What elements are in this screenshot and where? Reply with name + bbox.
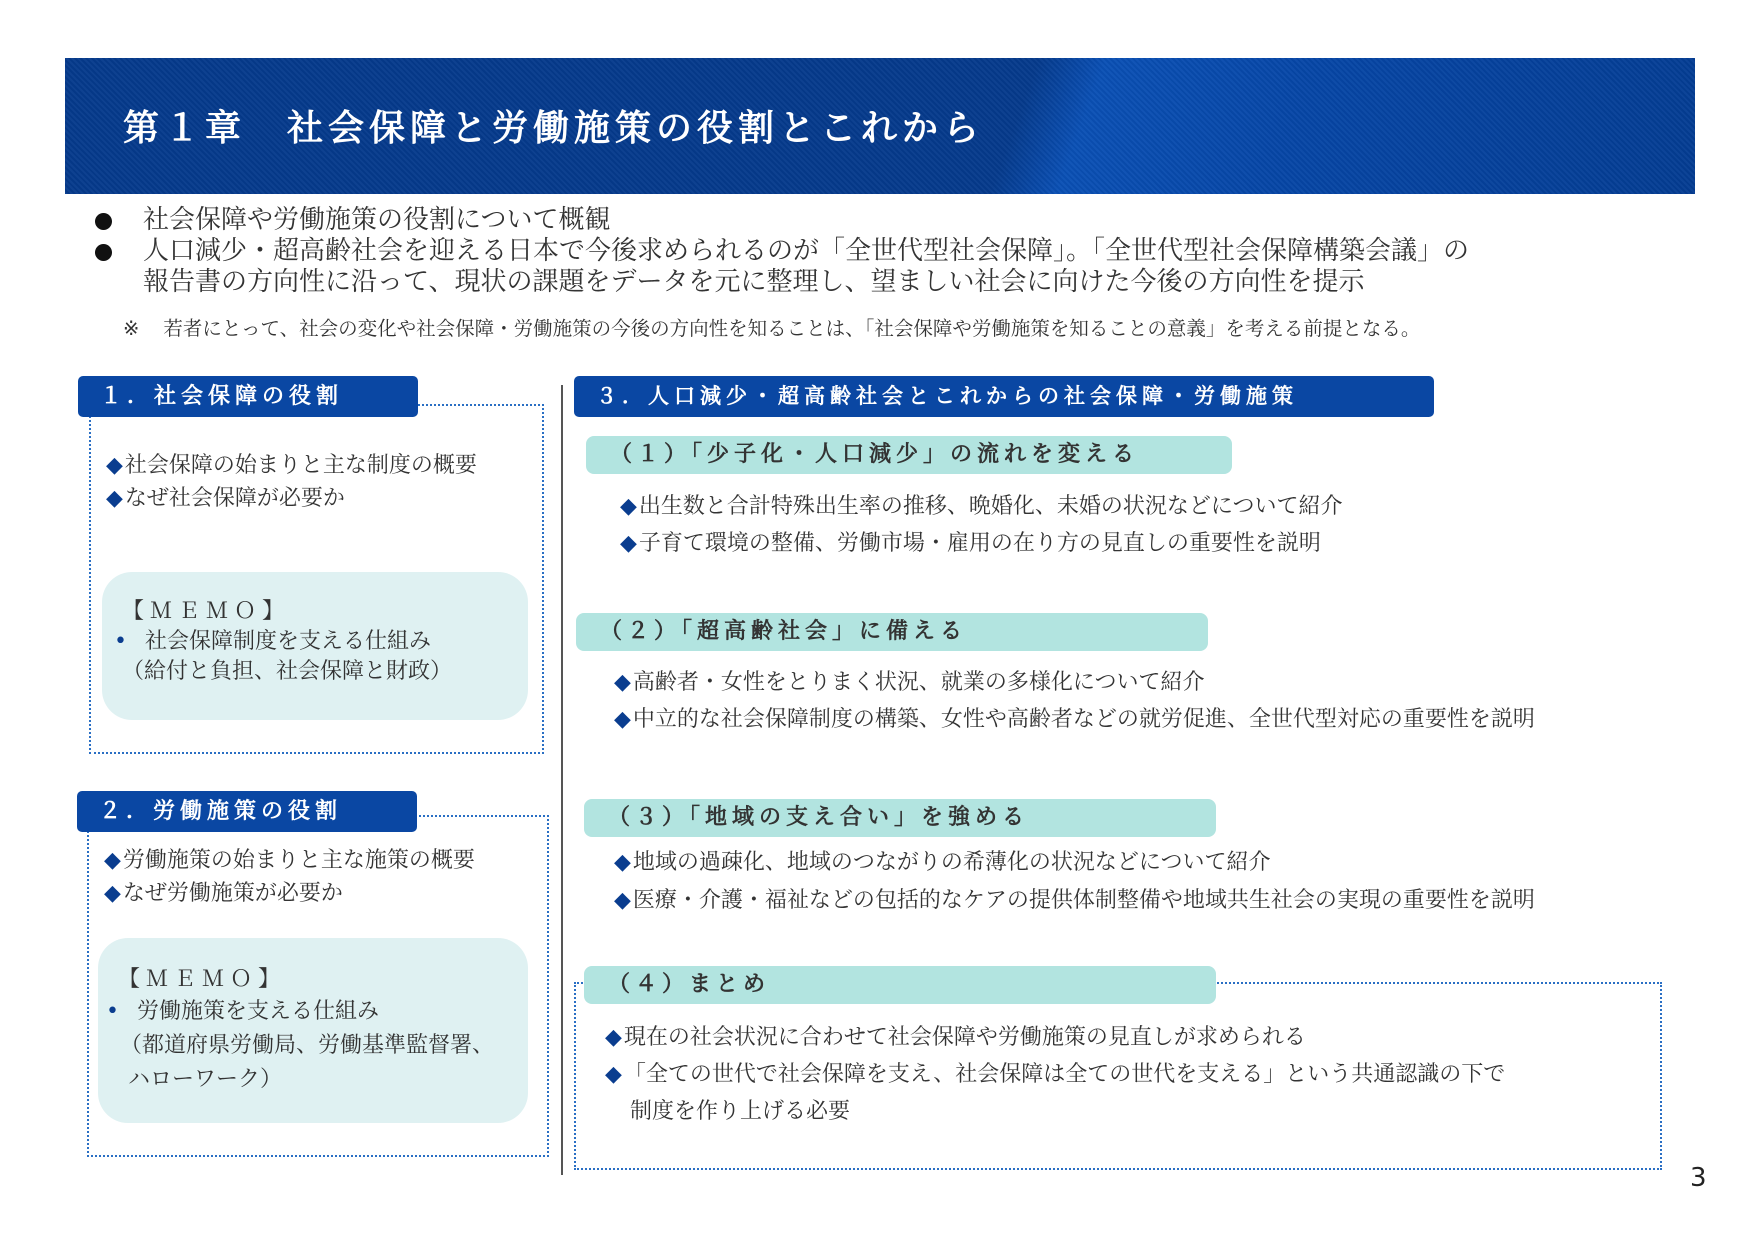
- section1-bullet-2: [106, 481, 345, 512]
- memo-bullet-icon: •: [106, 999, 119, 1024]
- bullet-text: 医療・介護・福祉などの包括的なケアの提供体制整備や地域共生社会の実現の重要性を説明: [632, 888, 1535, 913]
- bullet-text: 「全ての世代で社会保障を支え、社会保障は全ての世代を支える」という共通認識の下で: [623, 1062, 1506, 1087]
- memo-line-1: [106, 994, 379, 1025]
- bullet-text: 地域の過疎化、地域のつながりの希薄化の状況などについて紹介: [632, 850, 1271, 875]
- memo-line-1: [114, 624, 431, 655]
- intro-bullets: [95, 205, 1715, 298]
- diamond-icon: ◆: [106, 486, 123, 511]
- subsection-4-bullet-1: [605, 1020, 1306, 1051]
- diamond-icon: ◆: [620, 531, 637, 556]
- subsection-2-bullet-2: [614, 702, 1535, 733]
- subsection-3-bullet-2: [614, 883, 1535, 914]
- section2-title: ２．労働施策の役割: [77, 791, 417, 832]
- subsection-3-title: （３）「地域の支え合い」を強める: [584, 799, 1216, 837]
- intro-note: [123, 313, 1420, 341]
- section1-bullet-1: [106, 448, 477, 479]
- diamond-icon: ◆: [614, 707, 631, 732]
- memo-title: 【ＭＥＭＯ】: [122, 599, 291, 624]
- subsection-4-bullet-2: [605, 1057, 1505, 1088]
- page-number: 3: [1690, 1163, 1707, 1193]
- diamond-icon: ◆: [104, 848, 121, 873]
- diamond-icon: ◆: [106, 453, 123, 478]
- subsection-2-bullet-1: [614, 665, 1204, 696]
- bullet-dot-icon: [95, 213, 112, 230]
- memo-line-2: （給付と負担、社会保障と財政）: [122, 659, 453, 684]
- bullet-text: なぜ労働施策が必要か: [122, 881, 343, 906]
- memo-title: 【ＭＥＭＯ】: [118, 967, 287, 992]
- memo-line-3: ハローワーク）: [128, 1067, 283, 1092]
- intro-bullet-text: 人口減少・超高齢社会を迎える日本で今後求められるのが「全世代型社会保障」。「全世代型社会保障構築会議」の: [143, 236, 1470, 266]
- bullet-text: 子育て環境の整備、労働市場・雇用の在り方の見直しの重要性を説明: [638, 531, 1321, 556]
- section1-title: １．社会保障の役割: [78, 376, 418, 417]
- bullet-text: 現在の社会状況に合わせて社会保障や労働施策の見直しが求められる: [623, 1025, 1306, 1050]
- section2-bullet-1: [104, 843, 475, 874]
- chapter-title: 第１章 社会保障と労働施策の役割とこれから: [123, 108, 985, 149]
- memo-text: 労働施策を支える仕組み: [136, 999, 379, 1024]
- diamond-icon: ◆: [614, 850, 631, 875]
- note-mark: ※: [123, 317, 140, 340]
- subsection-4-continuation: 制度を作り上げる必要: [630, 1099, 851, 1124]
- subsection-1-bullet-2: [620, 526, 1321, 557]
- diamond-icon: ◆: [605, 1062, 622, 1087]
- column-divider: [561, 385, 563, 1175]
- subsection-4-title: （４）まとめ: [584, 966, 1216, 1004]
- diamond-icon: ◆: [614, 670, 631, 695]
- intro-bullet-text: 社会保障や労働施策の役割について概観: [143, 205, 611, 235]
- bullet-text: 労働施策の始まりと主な施策の概要: [122, 848, 475, 873]
- bullet-text: 高齢者・女性をとりまく状況、就業の多様化について紹介: [632, 670, 1205, 695]
- diamond-icon: ◆: [614, 888, 631, 913]
- diamond-icon: ◆: [605, 1025, 622, 1050]
- intro-bullet-text-cont: 報告書の方向性に沿って、現状の課題をデータを元に整理し、望ましい社会に向けた今後の方向性を提示: [143, 267, 1365, 297]
- section3-title: ３．人口減少・超高齢社会とこれからの社会保障・労働施策: [574, 376, 1434, 417]
- bullet-text: 社会保障の始まりと主な制度の概要: [124, 453, 477, 478]
- memo-bullet-icon: •: [114, 629, 127, 654]
- section2-bullet-2: [104, 876, 343, 907]
- intro-bullet-1: [95, 205, 1715, 236]
- section2-memo: [98, 938, 528, 1123]
- diamond-icon: ◆: [620, 494, 637, 519]
- subsection-1-bullet-1: [620, 489, 1342, 520]
- bullet-text: 中立的な社会保障制度の構築、女性や高齢者などの就労促進、全世代型対応の重要性を説明: [632, 707, 1535, 732]
- bullet-text: 出生数と合計特殊出生率の推移、晩婚化、未婚の状況などについて紹介: [638, 494, 1343, 519]
- memo-line-2: （都道府県労働局、労働基準監督署、: [120, 1033, 495, 1058]
- bullet-dot-icon: [95, 244, 112, 261]
- note-text: 若者にとって、社会の変化や社会保障・労働施策の今後の方向性を知ることは、「社会保障や労働施策を知ることの意義」を考える前提となる。: [163, 317, 1421, 340]
- diamond-icon: ◆: [104, 881, 121, 906]
- bullet-text: なぜ社会保障が必要か: [124, 486, 345, 511]
- chapter-banner: [65, 58, 1695, 194]
- subsection-2-title: （２）「超高齢社会」に備える: [576, 613, 1208, 651]
- memo-text: 社会保障制度を支える仕組み: [144, 629, 431, 654]
- subsection-3-bullet-1: [614, 845, 1270, 876]
- intro-bullet-2: [95, 236, 1715, 298]
- section1-memo: [102, 572, 528, 720]
- subsection-1-title: （１）「少子化・人口減少」の流れを変える: [586, 436, 1232, 474]
